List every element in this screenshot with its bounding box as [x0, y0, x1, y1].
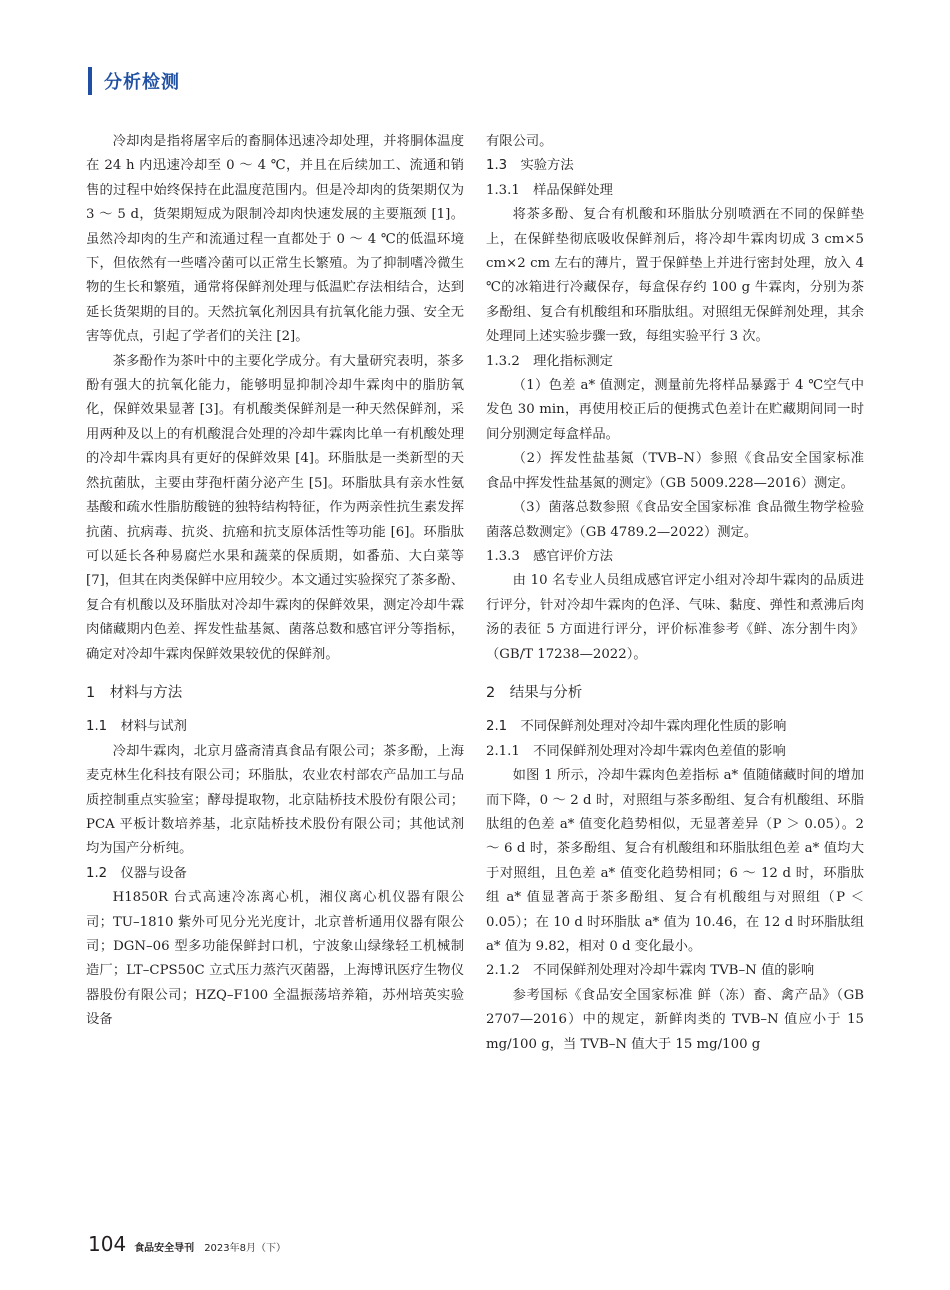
paragraph: 如图 1 所示，冷却牛霖肉色差指标 a* 值随储藏时间的增加而下降，0 ～ 2 d 时，对照组与茶多酚组、复合有机酸组、环脂肽组的色差 a* 值变化趋势相似，无显著差异（P ＞ 0.05）。2 ～ 6 d 时，茶多酚组、复合有机酸组和环脂肽组色差 a* 值均大于对照组，且色差 a* 值变化趋势相同；6 ～ 12 d 时，环脂肽组 a* 值显著高于茶多酚组、复合有机酸组与对照组（P ＜ 0.05）；在 10 d 时环脂肽 a* 值为 10.46，在 12 d 时环脂肽组 a* 值为 9.82，相对 0 d 变化最小。 [486, 768, 864, 954]
section-title: 分析检测 [104, 72, 180, 93]
paragraph: 冷却牛霖肉，北京月盛斋清真食品有限公司；茶多酚，上海麦克林生化科技有限公司；环脂肽，农业农村部农产品加工与品质控制重点实验室；酵母提取物，北京陆桥技术股份有限公司；PCA 平板计数培养基，北京陆桥技术股份有限公司；其他试剂均为国产分析纯。 [86, 743, 464, 857]
page-footer [88, 1232, 286, 1256]
paragraph: 茶多酚作为茶叶中的主要化学成分。有大量研究表明，茶多酚有强大的抗氧化能力，能够明显抑制冷却牛霖肉中的脂肪氧化，保鲜效果显著 [3]。有机酸类保鲜剂是一种天然保鲜剂，采用两种及以上的有机酸混合处理的冷却牛霖肉比单一有机酸处理的冷却牛霖肉具有更好的保鲜效果 [4]。环脂肽是一类新型的天然抗菌肽，主要由芽孢杆菌分泌产生 [5]。环脂肽具有亲水性氨基酸和疏水性脂肪酸链的独特结构特征，作为两亲性抗生素发挥抗菌、抗病毒、抗炎、抗癌和抗支原体活性等功能 [6]。环脂肽可以延长各种易腐烂水果和蔬菜的保质期，如番茄、大白菜等 [7]，但其在肉类保鲜中应用较少。本文通过实验探究了茶多酚、复合有机酸以及环脂肽对冷却牛霖肉的保鲜效果，测定冷却牛霖肉储藏期内色差、挥发性盐基氮、菌落总数和感官评分等指标，确定对冷却牛霖肉保鲜效果较优的保鲜剂。 [86, 353, 464, 662]
section-header-bar [88, 67, 92, 95]
issue-date: 2023年8月（下） [204, 1243, 286, 1254]
paragraph: （2）挥发性盐基氮（TVB–N）参照《食品安全国家标准 食品中挥发性盐基氮的测定》（GB 5009.228—2016）测定。 [486, 451, 864, 491]
journal-name: 食品安全导刊 [134, 1243, 195, 1254]
section-header [88, 64, 180, 98]
paragraph: 参考国标《食品安全国家标准 鲜（冻）畜、禽产品》（GB 2707—2016）中的规定，新鲜肉类的 TVB–N 值应小于 15 mg/100 g，当 TVB–N 值大于 15 mg/100 g [486, 987, 864, 1052]
paragraph: 有限公司。 [486, 134, 553, 149]
section-heading: 2 结果与分析 [486, 684, 583, 701]
paragraph: （1）色差 a* 值测定，测量前先将样品暴露于 4 ℃空气中发色 30 min，再使用校正后的便携式色差计在贮藏期间同一时间分别测定每盒样品。 [486, 378, 864, 442]
subsection-heading: 1.3 实验方法 [486, 158, 574, 174]
subsubsection-heading: 1.3.2 理化指标测定 [486, 353, 613, 369]
subsubsection-heading: 2.1.1 不同保鲜剂处理对冷却牛霖肉色差值的影响 [486, 743, 786, 759]
subsubsection-heading: 1.3.1 样品保鲜处理 [486, 182, 613, 198]
right-column [486, 130, 864, 1057]
paragraph: 将茶多酚、复合有机酸和环脂肽分别喷洒在不同的保鲜垫上，在保鲜垫彻底吸收保鲜剂后，将冷却牛霖肉切成 3 cm×5 cm×2 cm 左右的薄片，置于保鲜垫上并进行密封处理，放入 4 ℃的冰箱进行冷藏保存，每盒保存约 100 g 牛霖肉，分别为茶多酚组、复合有机酸组和环脂肽组。对照组无保鲜剂处理，其余处理同上述实验步骤一致，每组实验平行 3 次。 [486, 207, 864, 345]
paragraph: 由 10 名专业人员组成感官评定小组对冷却牛霖肉的品质进行评分，针对冷却牛霖肉的色泽、气味、黏度、弹性和煮沸后肉汤的表征 5 方面进行评分，评价标准参考《鲜、冻分割牛肉》（GB/T 17238—2022）。 [486, 573, 864, 662]
subsection-heading: 2.1 不同保鲜剂处理对冷却牛霖肉理化性质的影响 [486, 719, 787, 735]
paragraph: 冷却肉是指将屠宰后的畜胴体迅速冷却处理，并将胴体温度在 24 h 内迅速冷却至 0 ～ 4 ℃，并且在后续加工、流通和销售的过程中始终保持在此温度范围内。但是冷却肉的货架期仅为 3 ～ 5 d，货架期短成为限制冷却肉快速发展的主要瓶颈 [1]。虽然冷却肉的生产和流通过程一直都处于 0 ～ 4 ℃的低温环境下，但依然有一些嗜冷菌可以正常生长繁殖。为了抑制嗜冷微生物的生长和繁殖，通常将保鲜剂处理与低温贮存法相结合，达到延长货架期的目的。天然抗氧化剂因具有抗氧化能力强、安全无害等优点，引起了学者们的关注 [2]。 [86, 134, 464, 345]
subsubsection-heading: 1.3.3 感官评价方法 [486, 548, 613, 564]
page-number: 104 [88, 1232, 127, 1256]
section-heading: 1 材料与方法 [86, 684, 183, 701]
paragraph: （3）菌落总数参照《食品安全国家标准 食品微生物学检验 菌落总数测定》（GB 4789.2—2022）测定。 [486, 500, 864, 540]
subsection-heading: 1.2 仪器与设备 [86, 865, 187, 881]
subsubsection-heading: 2.1.2 不同保鲜剂处理对冷却牛霖肉 TVB–N 值的影响 [486, 963, 815, 979]
subsection-heading: 1.1 材料与试剂 [86, 719, 187, 735]
paragraph: H1850R 台式高速冷冻离心机，湘仪离心机仪器有限公司；TU–1810 紫外可见分光光度计，北京普析通用仪器有限公司；DGN–06 型多功能保鲜封口机，宁波象山绿缘轻工机械制造厂；LT–CPS50C 立式压力蒸汽灭菌器，上海博讯医疗生物仪器股份有限公司；HZQ–F100 全温振荡培养箱，苏州培英实验设备 [86, 890, 464, 1028]
left-column [86, 130, 464, 1033]
